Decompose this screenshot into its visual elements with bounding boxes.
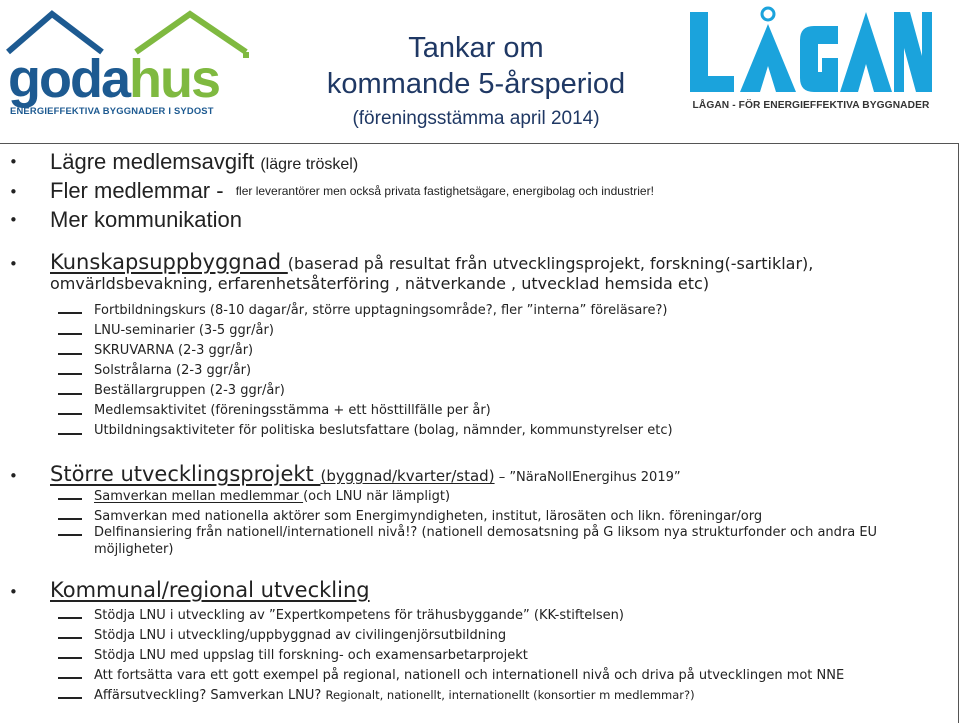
godahus-word-hus: hus bbox=[129, 49, 220, 109]
dash-icon bbox=[58, 333, 82, 335]
list-item: Stödja LNU i utveckling/uppbyggnad av civilingenjörsutbildning bbox=[94, 628, 507, 643]
bullet-lagre-medlemsavgift bbox=[50, 149, 358, 178]
section-projekt-note: – ”NäraNollEnergihus 2019” bbox=[494, 470, 681, 485]
list-item bbox=[94, 687, 695, 704]
list-item: Fortbildningskurs (8-10 dagar/år, större upptagningsområde?, fler ”interna” föreläsare?) bbox=[94, 303, 668, 318]
list-item: Delfinansiering från nationell/internationell nivå!? (nationell demosatsning på G liksom nya strukturfonder och andra EU bbox=[94, 525, 878, 540]
godahus-logo bbox=[6, 8, 251, 118]
dash-icon bbox=[58, 393, 82, 395]
dash-icon bbox=[58, 373, 82, 375]
godahus-word-goda: goda bbox=[8, 49, 129, 109]
dash-icon bbox=[58, 413, 82, 415]
section-kommunal-title: Kommunal/regional utveckling bbox=[50, 578, 370, 602]
section-kunskap-heading bbox=[50, 252, 813, 274]
dash-icon bbox=[58, 677, 82, 679]
list-item: Beställargruppen (2-3 ggr/år) bbox=[94, 383, 285, 398]
dash-icon bbox=[58, 353, 82, 355]
page-title bbox=[300, 30, 652, 134]
dash-icon bbox=[58, 657, 82, 659]
list-item-rest: (och LNU när lämpligt) bbox=[303, 489, 451, 504]
section-kunskap-desc: (baserad på resultat från utvecklingsprojekt, forskning(-sartiklar), bbox=[287, 254, 814, 273]
list-item-main: Affärsutveckling? Samverkan LNU? bbox=[94, 688, 326, 703]
bullet-main-text: Fler medlemmar - bbox=[50, 178, 224, 203]
section-kunskap-line2: omvärldsbevakning, erfarenhetsåterföring , nätverkande , utvecklad hemsida etc) bbox=[50, 274, 710, 293]
dash-icon bbox=[58, 433, 82, 435]
list-item: Samverkan med nationella aktörer som Energimyndigheten, institut, lärosäten och likn. föreningar/org bbox=[94, 509, 763, 524]
dash-icon bbox=[58, 498, 82, 500]
bullet-note: fler leverantörer men också privata fastighetsägare, energibolag och industrier! bbox=[235, 184, 654, 198]
list-item: Solstrålarna (2-3 ggr/år) bbox=[94, 363, 252, 378]
bullet-main-text: Mer kommunikation bbox=[50, 207, 242, 232]
dash-icon bbox=[58, 312, 82, 314]
list-item: Att fortsätta vara ett gott exempel på regional, nationell och internationell nivå och driva på utvecklingen mot NNE bbox=[94, 668, 845, 683]
lagan-tagline: LÅGAN - FÖR ENERGIEFFEKTIVA BYGGNADER bbox=[692, 100, 930, 111]
title-line-2: kommande 5-årsperiod bbox=[326, 68, 626, 100]
list-item-continuation: möjligheter) bbox=[94, 542, 174, 557]
list-item bbox=[94, 488, 450, 505]
section-kunskap-title: Kunskapsuppbyggnad bbox=[50, 250, 288, 274]
section-projekt-heading bbox=[50, 464, 681, 488]
title-line-1: Tankar om bbox=[408, 32, 544, 64]
section-kommunal-heading bbox=[50, 580, 370, 602]
list-item: SKRUVARNA (2-3 ggr/år) bbox=[94, 343, 254, 358]
dash-icon bbox=[58, 534, 82, 536]
bullet-mer-kommunikation bbox=[50, 207, 242, 233]
bullet-icon: • bbox=[9, 211, 18, 229]
title-subtitle: (föreningsstämma april 2014) bbox=[352, 108, 600, 129]
bullet-icon: • bbox=[9, 583, 18, 601]
godahus-wordmark bbox=[8, 49, 220, 109]
bullet-icon: • bbox=[9, 467, 18, 485]
lagan-logo bbox=[688, 6, 934, 116]
bullet-icon: • bbox=[9, 153, 18, 171]
bullet-icon: • bbox=[9, 183, 18, 201]
godahus-tagline: ENERGIEFFEKTIVA BYGGNADER I SYDOST bbox=[10, 105, 214, 116]
dash-icon bbox=[58, 697, 82, 699]
bullet-main-text: Lägre medlemsavgift bbox=[50, 149, 255, 174]
list-item-underlined: Samverkan mellan medlemmar bbox=[94, 489, 304, 504]
section-projekt-title: Större utvecklingsprojekt bbox=[50, 462, 321, 486]
list-item: Stödja LNU i utveckling av ”Expertkompetens för trähusbyggande” (KK-stiftelsen) bbox=[94, 608, 624, 623]
section-projekt-paren: (byggnad/kvarter/stad) bbox=[320, 467, 495, 485]
bullet-fler-medlemmar bbox=[50, 178, 654, 204]
dash-icon bbox=[58, 617, 82, 619]
list-item: Utbildningsaktiviteter för politiska beslutsfattare (bolag, nämnder, kommunstyrelser etc) bbox=[94, 423, 673, 438]
bullet-note: (lägre tröskel) bbox=[260, 156, 359, 173]
dash-icon bbox=[58, 518, 82, 520]
list-item: Stödja LNU med uppslag till forskning- och examensarbetarprojekt bbox=[94, 648, 528, 663]
bullet-icon: • bbox=[9, 255, 18, 273]
list-item: Medlemsaktivitet (föreningsstämma + ett hösttillfälle per år) bbox=[94, 403, 491, 418]
list-item: LNU-seminarier (3-5 ggr/år) bbox=[94, 323, 274, 338]
lagan-wordmark-icon bbox=[688, 6, 934, 98]
list-item-small: Regionalt, nationellt, internationellt (konsortier m medlemmar?) bbox=[325, 688, 695, 702]
dash-icon bbox=[58, 637, 82, 639]
